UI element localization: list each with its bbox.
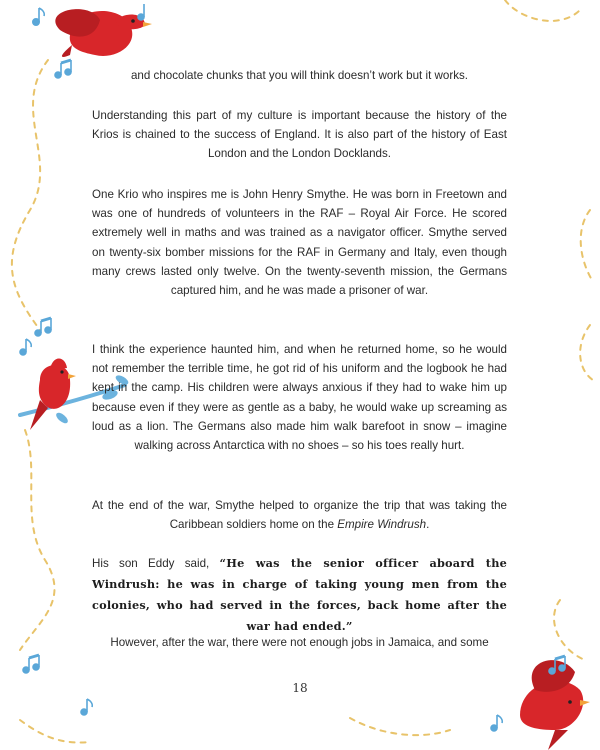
paragraph-smythe-intro: One Krio who inspires me is John Henry Smythe. He was born in Freetown and was one of hundreds of volunteers in the RAF – Royal Air Force. He scored extremely well in maths and was trained as a navigator officer. Smythe served on twenty-six bomber missions for the RAF in Germany and Italy, even though many crews lasted only twelve. On the twenty-seventh mission, the Germans captured him, and he was made a prisoner of war.	[92, 188, 507, 298]
paragraph-continuation: and chocolate chunks that you will think doesn’t work but it works.	[130, 69, 469, 82]
paragraph-eddy-quote	[92, 553, 507, 637]
paragraph-smythe-experience: I think the experience haunted him, and when he returned home, so he would not remember the terrible time, he got rid of his uniform and the logbook he had kept in the camp. His children were always anxious if they had to wake him up because even if they were as gentle as a baby, he would wake up screaming as loud as a lion. The Germans also made him walk barefoot in snow – imagine walking across Antarctica with no shoes – so his toes really hurt.	[92, 343, 507, 453]
paragraph-windrush-text: At the end of the war, Smythe helped to organize the trip that was taking the Caribbean soldiers home on the	[92, 499, 507, 532]
page-number: 18	[292, 681, 308, 695]
paragraph-krio-history: Understanding this part of my culture is important because the history of the Krios is chained to the success of England. It is also part of the history of East London and the London Docklands.	[92, 109, 507, 161]
quote-text: “He was the senior officer aboard the Windrush: he was in charge of taking young men from the colonies, who had served in the forces, back home after the war had ended.”	[92, 556, 507, 633]
quote-intro: His son Eddy said,	[92, 557, 220, 570]
paragraph-windrush-end: .	[426, 518, 430, 532]
ship-name: Empire Windrush	[337, 518, 427, 532]
paragraph-windrush-trip	[92, 496, 507, 534]
paragraph-jobs: However, after the war, there were not enough jobs in Jamaica, and some	[110, 636, 489, 649]
bird-icon	[520, 660, 590, 750]
